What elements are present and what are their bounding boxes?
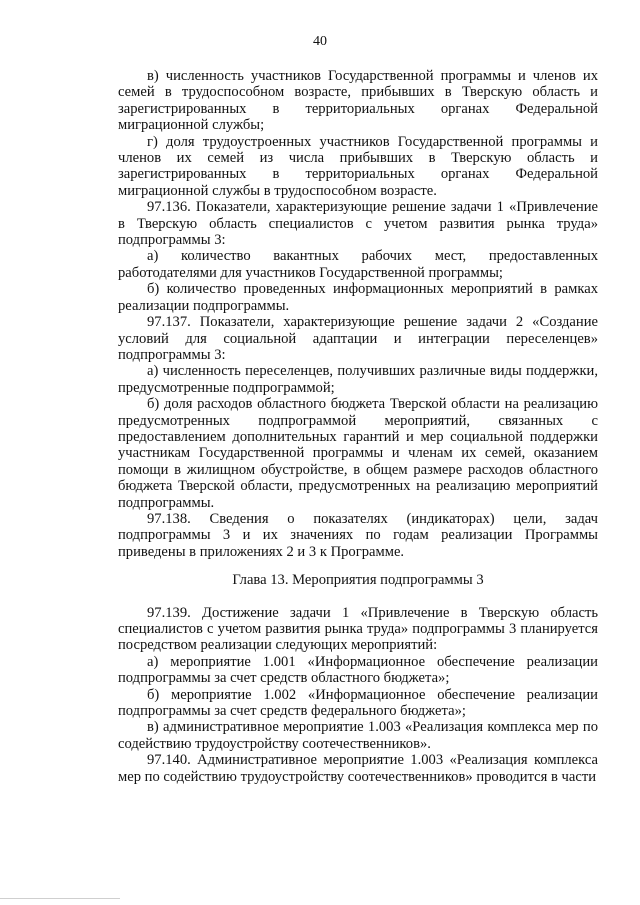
paragraph: б) количество проведенных информационных мероприятий в рамках реализации подпрограммы. — [118, 281, 598, 314]
page-number: 40 — [313, 34, 327, 49]
paragraph: г) доля трудоустроенных участников Государственной программы и членов их семей из числа прибывших в Тверскую область и зарегистрированных в территориальных органах Федеральной миграционной службы в трудоспособном возрасте. — [118, 133, 598, 199]
paragraph: а) мероприятие 1.001 «Информационное обеспечение реализации подпрограммы за счет средств областного бюджета»; — [118, 653, 598, 687]
paragraph: а) количество вакантных рабочих мест, предоставленных работодателями для участников Государственной программы; — [118, 248, 598, 281]
paragraph: 97.140. Административное мероприятие 1.003 «Реализация комплекса мер по содействию трудоустройству соотечественников» проводится в части — [118, 752, 598, 785]
paragraph: 97.138. Сведения о показателях (индикаторах) цели, задач подпрограммы 3 и их значениях по годам реализации Программы приведены в приложениях 2 и 3 к Программе. — [118, 510, 598, 560]
paragraph: 97.139. Достижение задачи 1 «Привлечение в Тверскую область специалистов с учетом развития рынка труда» подпрограммы 3 планируется посредством реализации следующих мероприятий: — [118, 604, 598, 654]
paragraph: 97.136. Показатели, характеризующие решение задачи 1 «Привлечение в Тверскую область специалистов с учетом развития рынка труда» подпрограммы 3: — [118, 199, 598, 249]
paragraph: в) административное мероприятие 1.003 «Реализация комплекса мер по содействию трудоустройству соотечественников». — [118, 719, 598, 752]
chapter-heading: Глава 13. Мероприятия подпрограммы 3 — [232, 572, 484, 589]
paragraph: а) численность переселенцев, получивших различные виды поддержки, предусмотренные подпрограммой; — [118, 363, 598, 396]
footer-divider — [0, 898, 120, 899]
paragraph: б) доля расходов областного бюджета Тверской области на реализацию предусмотренных подпрограммой мероприятий, связанных с предоставлением дополнительных гарантий и мер социальной поддержки участникам Государственной программы и членам их семей, оказанием помощи в жилищном обустройстве, в общем размере расходов областного бюджета Тверской области, предусмотренных на реализацию мероприятий подпрограммы. — [118, 396, 598, 511]
paragraph: б) мероприятие 1.002 «Информационное обеспечение реализации подпрограммы за счет средств федерального бюджета»; — [118, 686, 598, 720]
paragraph: в) численность участников Государственной программы и членов их семей в трудоспособном возрасте, прибывших в Тверскую область и зарегистрированных в территориальных органах Федеральной миграционной службы; — [118, 68, 598, 134]
paragraph: 97.137. Показатели, характеризующие решение задачи 2 «Создание условий для социальной адаптации и интеграции переселенцев» подпрограммы 3: — [118, 314, 598, 363]
document-body — [118, 68, 598, 785]
